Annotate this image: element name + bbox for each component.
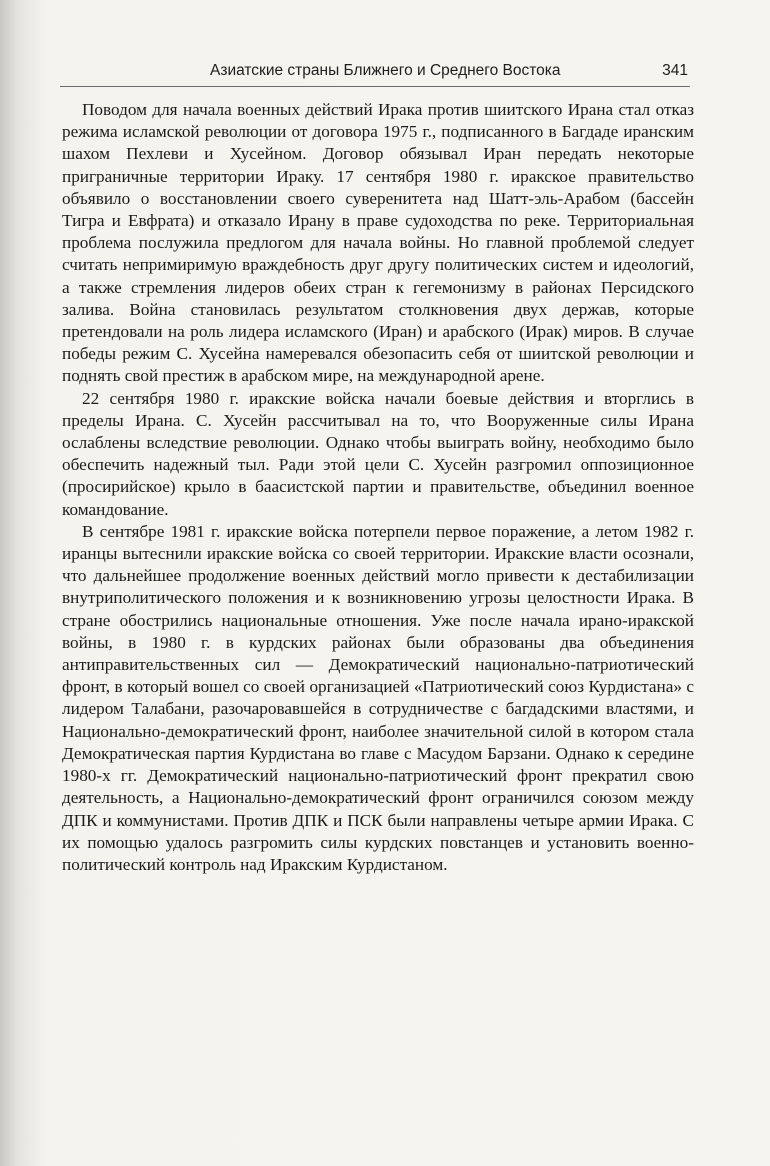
page-number: 341 bbox=[662, 62, 688, 79]
body-text bbox=[62, 99, 694, 876]
header-rule bbox=[60, 86, 690, 87]
paragraph: Поводом для начала военных действий Ирака против шиитского Ирана стал отказ режима исламской революции от договора 1975 г., подписанного в Багдаде иранским шахом Пехлеви и Хусейном. Договор обязывал Иран передать некоторые приграничные территории Ираку. 17 сентября 1980 г. иракское правительство объявило о восстановлении своего суверенитета над Шатт-эль-Арабом (бассейн Тигра и Евфрата) и отказало Ирану в праве судоходства по реке. Территориальная проблема послужила предлогом для начала войны. Но главной проблемой следует считать непримиримую враждебность друг другу политических систем и идеологий, а также стремления лидеров обеих стран к гегемонизму в районах Персидского залива. Война становилась результатом столкновения двух держав, которые претендовали на роль лидера исламского (Иран) и арабского (Ирак) миров. В случае победы режим С. Хусейна намеревался обезопасить себя от шиитской революции и поднять свой престиж в арабском мире, на международной арене. bbox=[62, 100, 694, 386]
running-header bbox=[210, 62, 688, 80]
paragraph: 22 сентября 1980 г. иракские войска начали боевые действия и вторглись в пределы Ирана. С. Хусейн рассчитывал на то, что Вооруженные силы Ирана ослаблены вследствие революции. Однако чтобы выиграть войну, необходимо было обеспечить надежный тыл. Ради этой цели С. Хусейн разгромил оппозиционное (просирийское) крыло в баасистской партии и правительстве, объединил военное командование. bbox=[62, 388, 694, 519]
paragraph: В сентябре 1981 г. иракские войска потерпели первое поражение, а летом 1982 г. иранцы вытеснили иракские войска со своей территории. Иракские власти осознали, что дальнейшее продолжение военных действий могло привести к дестабилизации внутриполитического положения и к возникновению угрозы целостности Ирака. В стране обострились национальные отношения. Уже после начала ирано-иракской войны, в 1980 г. в курдских районах были образованы два объединения антиправительственных сил — Демократический национально-патриотический фронт, в который вошел со своей организацией «Патриотический союз Курдистана» с лидером Талабани, разочаровавшейся в сотрудничестве с багдадскими властями, и Национально-демократический фронт, наиболее значительной силой в котором стала Демократическая партия Курдистана во главе с Масудом Барзани. Однако к середине 1980-х гг. Демократический национально-патриотический фронт прекратил свою деятельность, а Национально-демократический фронт ограничился союзом между ДПК и коммунистами. Против ДПК и ПСК были направлены четыре армии Ирака. С их помощью удалось разгромить силы курдских повстанцев и установить военно-политический контроль над Иракским Курдистаном. bbox=[62, 521, 694, 874]
running-title: Азиатские страны Ближнего и Среднего Востока bbox=[210, 62, 561, 79]
